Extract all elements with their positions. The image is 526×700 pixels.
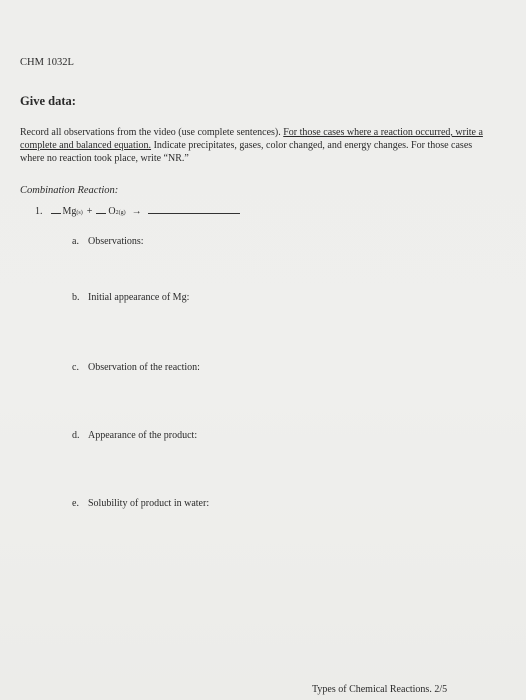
- question-c: [72, 362, 200, 373]
- reactant-o-subscript: 2: [115, 210, 119, 216]
- instructions-underlined-text: For those cases where a reaction occurred, write a complete and balanced equation.: [20, 127, 483, 151]
- coefficient-blank-1[interactable]: [51, 213, 61, 214]
- question-text: Observation of the reaction:: [88, 362, 200, 373]
- question-text: Appearance of the product:: [88, 430, 198, 441]
- page-footer: Types of Chemical Reactions. 2/5: [312, 684, 448, 695]
- reactant-o-state: (g): [118, 210, 126, 216]
- reactant-mg: Mg: [62, 206, 77, 217]
- product-answer-line[interactable]: [148, 213, 240, 214]
- reactant-mg-state: (s): [76, 210, 83, 216]
- question-letter: d.: [72, 430, 80, 441]
- reaction-arrow-icon: →: [131, 206, 142, 217]
- question-e: [72, 498, 209, 509]
- question-letter: a.: [72, 236, 79, 247]
- question-letter: c.: [72, 362, 79, 373]
- instructions-paragraph: [20, 126, 490, 165]
- reactant-o: O: [108, 206, 116, 217]
- coefficient-blank-2[interactable]: [96, 213, 106, 214]
- reaction-type-title: Combination Reaction:: [20, 185, 119, 196]
- course-code: CHM 1032L: [20, 57, 74, 68]
- instructions-text-2: Indicate precipitates, gases, color changed, and energy changes. For those cases where no reaction took place, write “NR.”: [20, 140, 473, 164]
- question-text: Initial appearance of Mg:: [88, 292, 190, 303]
- equation-number: 1.: [35, 206, 43, 217]
- plus-sign: +: [86, 206, 93, 217]
- instructions-text-1: Record all observations from the video (use complete sentences).: [20, 127, 284, 138]
- question-d: [72, 430, 197, 441]
- section-heading: Give data:: [20, 94, 76, 108]
- question-letter: e.: [72, 498, 79, 509]
- question-text: Observations:: [88, 236, 144, 247]
- question-letter: b.: [72, 292, 80, 303]
- reaction-equation: [35, 206, 240, 217]
- question-b: [72, 292, 189, 303]
- question-a: [72, 236, 144, 247]
- question-text: Solubility of product in water:: [88, 498, 210, 509]
